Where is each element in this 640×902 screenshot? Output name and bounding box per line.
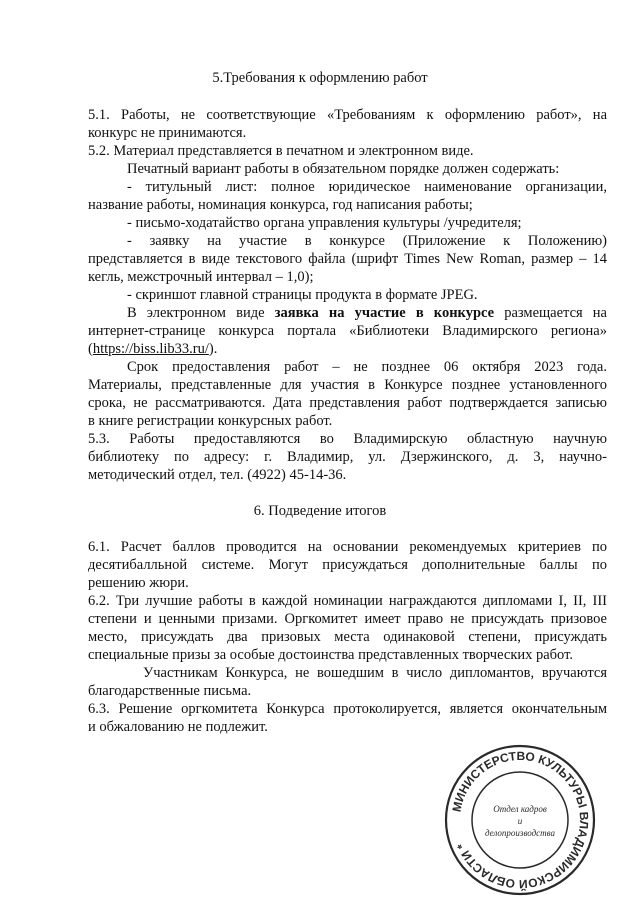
text-line: Материалы, представленные для участия в Конкурсе позднее установленного — [88, 377, 607, 393]
text-line: Срок предоставления работ – не позднее 06 октября 2023 года. — [127, 359, 607, 375]
electronic-before: В электронном виде — [127, 305, 275, 321]
portal-link[interactable]: https://biss.lib33.ru/ — [92, 341, 209, 357]
official-stamp-icon — [440, 740, 600, 900]
text-line: Участникам Конкурса, не вошедшим в число дипломантов, вручаются — [143, 665, 607, 681]
electronic-line — [127, 304, 607, 322]
section-5-title: 5.Требования к оформлению работ — [212, 70, 428, 86]
link-close: ). — [208, 341, 218, 357]
link-line — [88, 340, 607, 358]
text-line: 6.1. Расчет баллов проводится на основании рекомендуемых критериев по — [88, 539, 607, 555]
stamp-center-line-1: Отдел кадров — [493, 804, 547, 814]
text-line: срока, не рассматриваются. Дата представления работ подтверждается записью — [88, 395, 607, 411]
text-line: в книге регистрации конкурсных работ. — [88, 413, 333, 429]
text-line: конкурс не принимаются. — [88, 125, 247, 141]
section-6-title: 6. Подведение итогов — [253, 503, 387, 519]
text-line: - скриншот главной страницы продукта в формате JPEG. — [127, 287, 478, 303]
text-line: 5.2. Материал представляется в печатном и электронном виде. — [88, 143, 474, 159]
text-line: методический отдел, тел. (4922) 45-14-36. — [88, 467, 347, 483]
text-line: 6.2. Три лучшие работы в каждой номинации награждаются дипломами I, II, III — [88, 593, 607, 609]
text-line: - заявку на участие в конкурсе (Приложение к Положению) — [127, 233, 607, 249]
text-line: степени и ценными призами. Оргкомитет имеет право не присуждать призовое — [88, 611, 607, 627]
stamp-center-line-2: и — [517, 816, 523, 826]
text-line: благодарственные письма. — [88, 683, 252, 699]
text-line: интернет-странице конкурса портала «Библиотеки Владимирского региона» — [88, 323, 607, 339]
text-line: десятибалльной системе. Могут присуждаться дополнительные баллы по — [88, 557, 607, 573]
text-line: название работы, номинация конкурса, год написания работы; — [88, 197, 473, 213]
text-line: место, присуждать два призовых места одинаковой степени, присуждать — [88, 629, 607, 645]
electronic-after: размещается на — [494, 305, 607, 321]
link-open: ( — [88, 341, 93, 357]
text-line: представляется в виде текстового файла (шрифт Times New Roman, размер – 14 — [88, 251, 607, 267]
text-line: решению жюри. — [88, 575, 189, 591]
stamp-ring-text: МИНИСТЕРСТВО КУЛЬТУРЫ ВЛАДИМИРСКОЙ ОБЛАСТИ * — [449, 748, 592, 892]
text-line: Печатный вариант работы в обязательном порядке должен содержать: — [127, 161, 560, 177]
text-line: 5.1. Работы, не соответствующие «Требованиям к оформлению работ», на — [88, 107, 607, 123]
text-line: - титульный лист: полное юридическое наименование организации, — [127, 179, 607, 195]
text-line: и обжалованию не подлежит. — [88, 719, 268, 735]
text-line: 5.3. Работы предоставляются во Владимирскую областную научную — [88, 431, 607, 447]
electronic-bold: заявка на участие в конкурсе — [274, 305, 495, 321]
text-line: 6.3. Решение оргкомитета Конкурса протоколируется, является окончательным — [88, 701, 607, 717]
text-line: - письмо-ходатайство органа управления культуры /учредителя; — [127, 215, 522, 231]
text-line: кегль, межстрочный интервал – 1,0); — [88, 269, 314, 285]
stamp-center-line-3: делопроизводства — [484, 828, 556, 838]
text-line: специальные призы за особые достоинства представленных творческих работ. — [88, 647, 573, 663]
text-line: библиотеку по адресу: г. Владимир, ул. Дзержинского, д. 3, научно- — [88, 449, 607, 465]
